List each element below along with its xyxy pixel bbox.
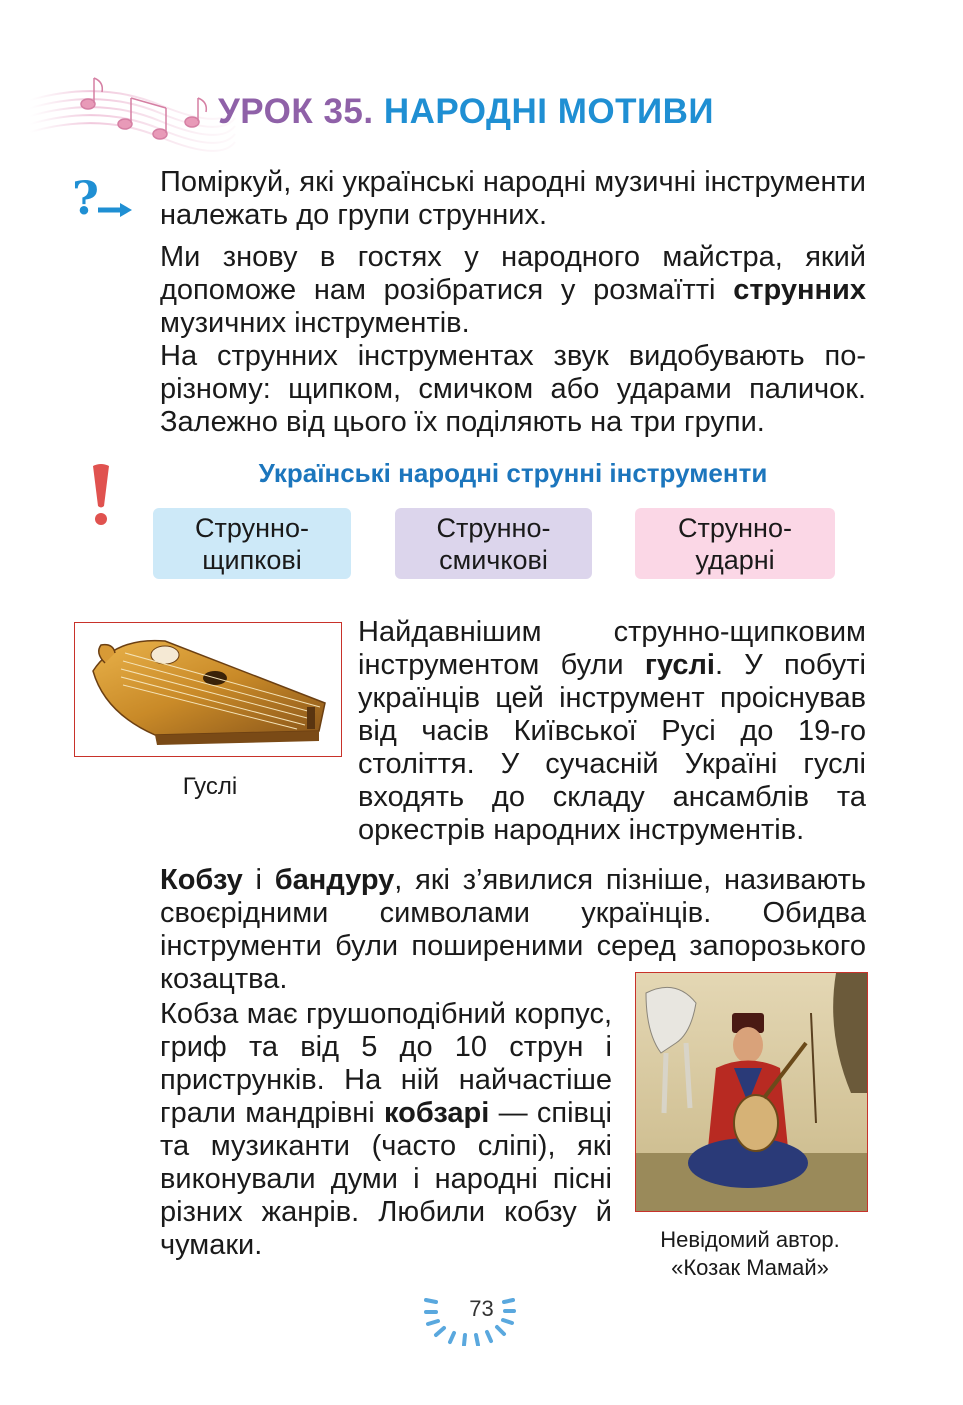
- page-title: [218, 92, 714, 132]
- painting-caption: [620, 1226, 880, 1282]
- exclamation-icon: [88, 462, 114, 528]
- intro-block: [160, 241, 866, 439]
- gusli-image: [74, 622, 342, 757]
- category-line: Струнно-: [195, 512, 309, 543]
- intro-term: струнних: [733, 274, 866, 306]
- gusli-caption: Гуслі: [182, 773, 238, 800]
- kobza-conj: і: [242, 864, 275, 896]
- kobza-text: , які з’явилися пізніше, називають своєрідними символами українців. Обидва інструменти були поширеними серед запорозького козацтва.: [160, 864, 867, 995]
- gusli-text-end: . У побуті українців цей інструмент проіснував від часів Київської Русі до 19-го століття. У сучасній Україні гуслі входять до складу ансамблів та оркестрів народних інструментів.: [358, 649, 866, 846]
- intro-text-end: музичних інструментів.: [160, 307, 470, 339]
- kobzari-term: кобзарі: [383, 1097, 490, 1129]
- gusli-text: Найдавнішим струнно-щипковим інструментом були: [358, 616, 866, 681]
- category-line: ударні: [695, 544, 775, 575]
- painting-author: Невідомий автор.: [660, 1227, 840, 1252]
- question-arrow-icon: [70, 172, 136, 224]
- gusli-term: гуслі: [644, 649, 715, 681]
- gusli-illustration: [75, 623, 341, 756]
- kobza-term: Кобзу: [160, 864, 243, 896]
- categories-heading: Українські народні струнні інструменти: [258, 458, 768, 488]
- lesson-title: НАРОДНІ МОТИВИ: [383, 92, 715, 131]
- kobza-desc-end: — співці та музиканти (часто сліпі), які виконували думи і народні пісні різних жанрів. Любили кобзу й чумаки.: [160, 1097, 612, 1261]
- svg-text:?: ?: [72, 172, 99, 224]
- category-line: щипкові: [202, 544, 302, 575]
- kozak-mamai-painting: [635, 972, 868, 1212]
- gusli-paragraph: [358, 616, 866, 847]
- category-line: Струнно-: [678, 512, 792, 543]
- kobza-desc: Кобза має грушоподібний корпус, гриф та від 5 до 10 струн і приструнків. На ній найчастіше грали мандрівні: [160, 998, 612, 1129]
- bandura-term: бандуру: [274, 864, 395, 896]
- painting-illustration: [636, 973, 867, 1211]
- intro-paragraph-1: [160, 241, 866, 340]
- question-text: Поміркуй, які українські народні музичні інструменти належать до групи струнних.: [160, 166, 866, 231]
- music-notes-icon: [20, 60, 240, 160]
- intro-paragraph-2: На струнних інструментах звук видобувають по-різному: щипком, смичком або ударами паличок. Залежно від цього їх поділяють на три групи.: [160, 340, 866, 438]
- category-bowed: [395, 508, 592, 579]
- category-line: смичкові: [439, 544, 548, 575]
- page-number: 73: [469, 1296, 494, 1321]
- category-plucked: [153, 508, 351, 579]
- lesson-number: УРОК 35.: [218, 92, 374, 131]
- painting-title: «Козак Мамай»: [671, 1255, 829, 1280]
- kobza-paragraph-2: [160, 998, 612, 1262]
- category-struck: [635, 508, 835, 579]
- intro-text: Ми знову в гостях у народного майстра, який допоможе нам розібратися у розмаїтті: [160, 241, 866, 306]
- category-line: Струнно-: [436, 512, 551, 543]
